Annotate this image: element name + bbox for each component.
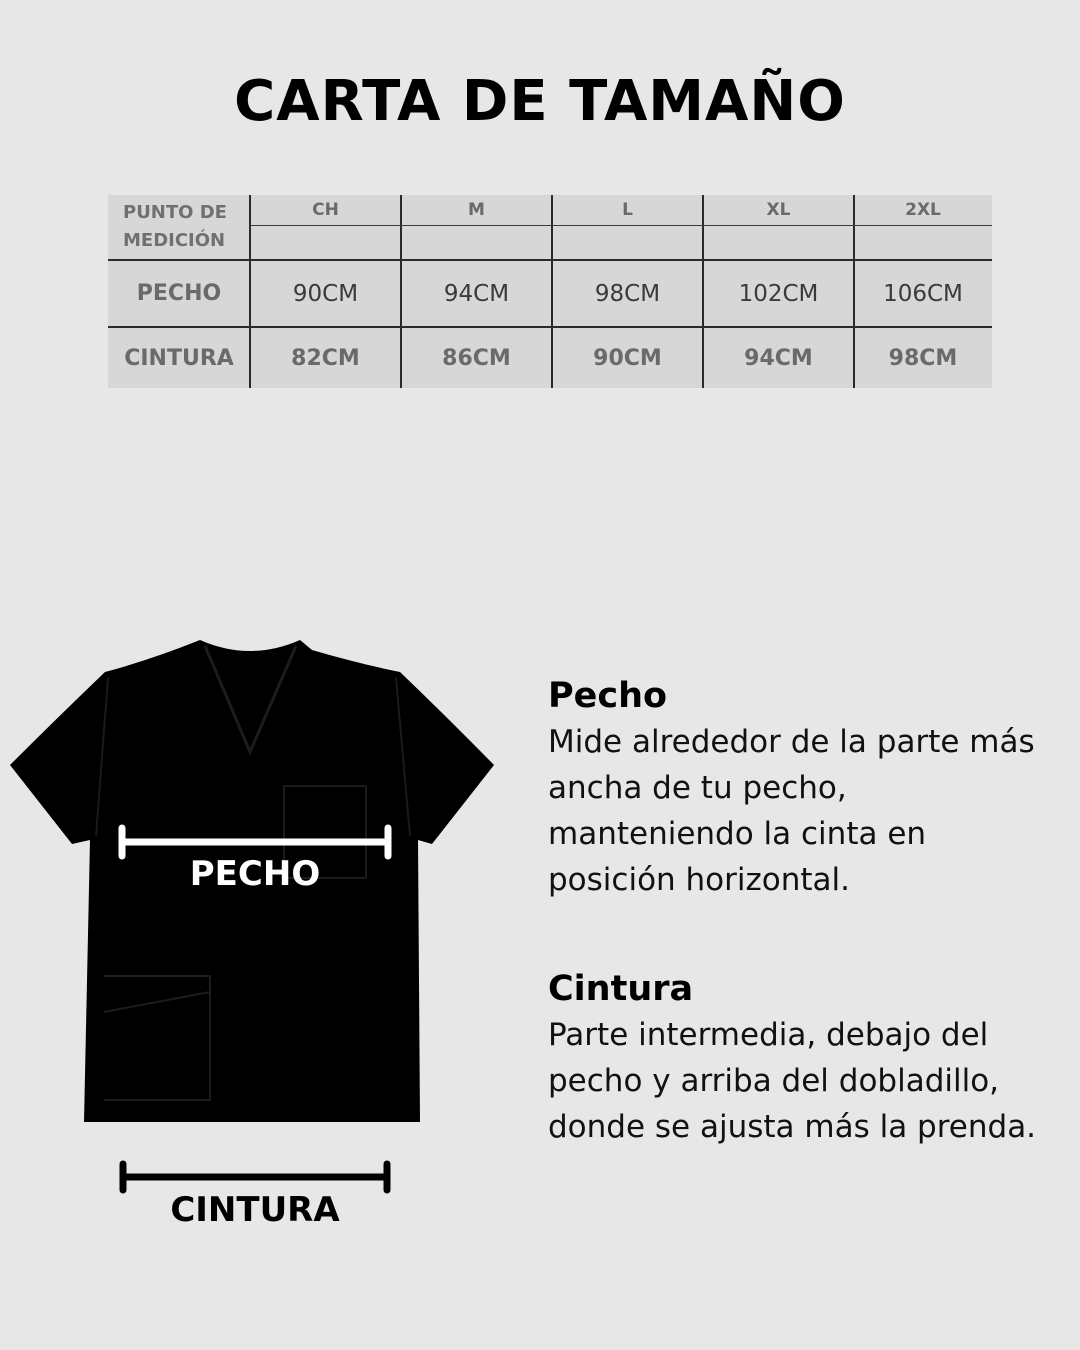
pecho-heading: Pecho: [548, 676, 668, 716]
table-cell: 98CM: [594, 280, 661, 307]
cintura-description: [548, 966, 1048, 1150]
table-cell: 106CM: [883, 280, 963, 307]
table-divider: [249, 195, 251, 388]
row-label-cintura: CINTURA: [124, 345, 234, 371]
size-header-xl: XL: [766, 200, 791, 220]
table-cell: 94CM: [443, 280, 510, 307]
table-divider: [108, 326, 992, 328]
cintura-diagram-label: CINTURA: [170, 1190, 340, 1230]
table-cell: 86CM: [442, 345, 511, 371]
cintura-measure-bar: [118, 1160, 392, 1194]
pecho-diagram-label: PECHO: [189, 854, 321, 894]
cintura-text: Parte intermedia, debajo del pecho y arriba del dobladillo, donde se ajusta más la prenda.: [548, 1017, 1037, 1145]
row-label-pecho: PECHO: [136, 281, 222, 306]
size-header-l: L: [622, 200, 633, 220]
table-divider: [250, 225, 992, 226]
table-cell: 82CM: [291, 345, 360, 371]
table-cell: 90CM: [292, 280, 359, 307]
size-chart-table: [108, 195, 992, 388]
table-cell: 98CM: [888, 345, 958, 371]
size-header-2xl: 2XL: [905, 200, 941, 220]
table-divider: [853, 195, 855, 388]
table-divider: [551, 195, 553, 388]
pecho-description: [548, 673, 1048, 903]
table-corner-header: [108, 195, 250, 259]
table-cell: 94CM: [744, 345, 813, 371]
corner-header-line-2: MEDICIÓN: [123, 230, 226, 251]
table-divider: [400, 195, 402, 388]
corner-header-line-1: PUNTO DE: [123, 202, 227, 223]
size-header-m: M: [468, 200, 485, 220]
table-divider: [702, 195, 704, 388]
page-title: CARTA DE TAMAÑO: [234, 69, 846, 134]
cintura-heading: Cintura: [548, 969, 694, 1009]
table-cell: 90CM: [593, 345, 662, 371]
table-cell: 102CM: [738, 280, 819, 307]
pecho-text: Mide alrededor de la parte más ancha de tu pecho, manteniendo la cinta en posición horizontal.: [548, 724, 1035, 898]
table-divider: [108, 259, 992, 261]
size-header-ch: CH: [312, 200, 339, 220]
